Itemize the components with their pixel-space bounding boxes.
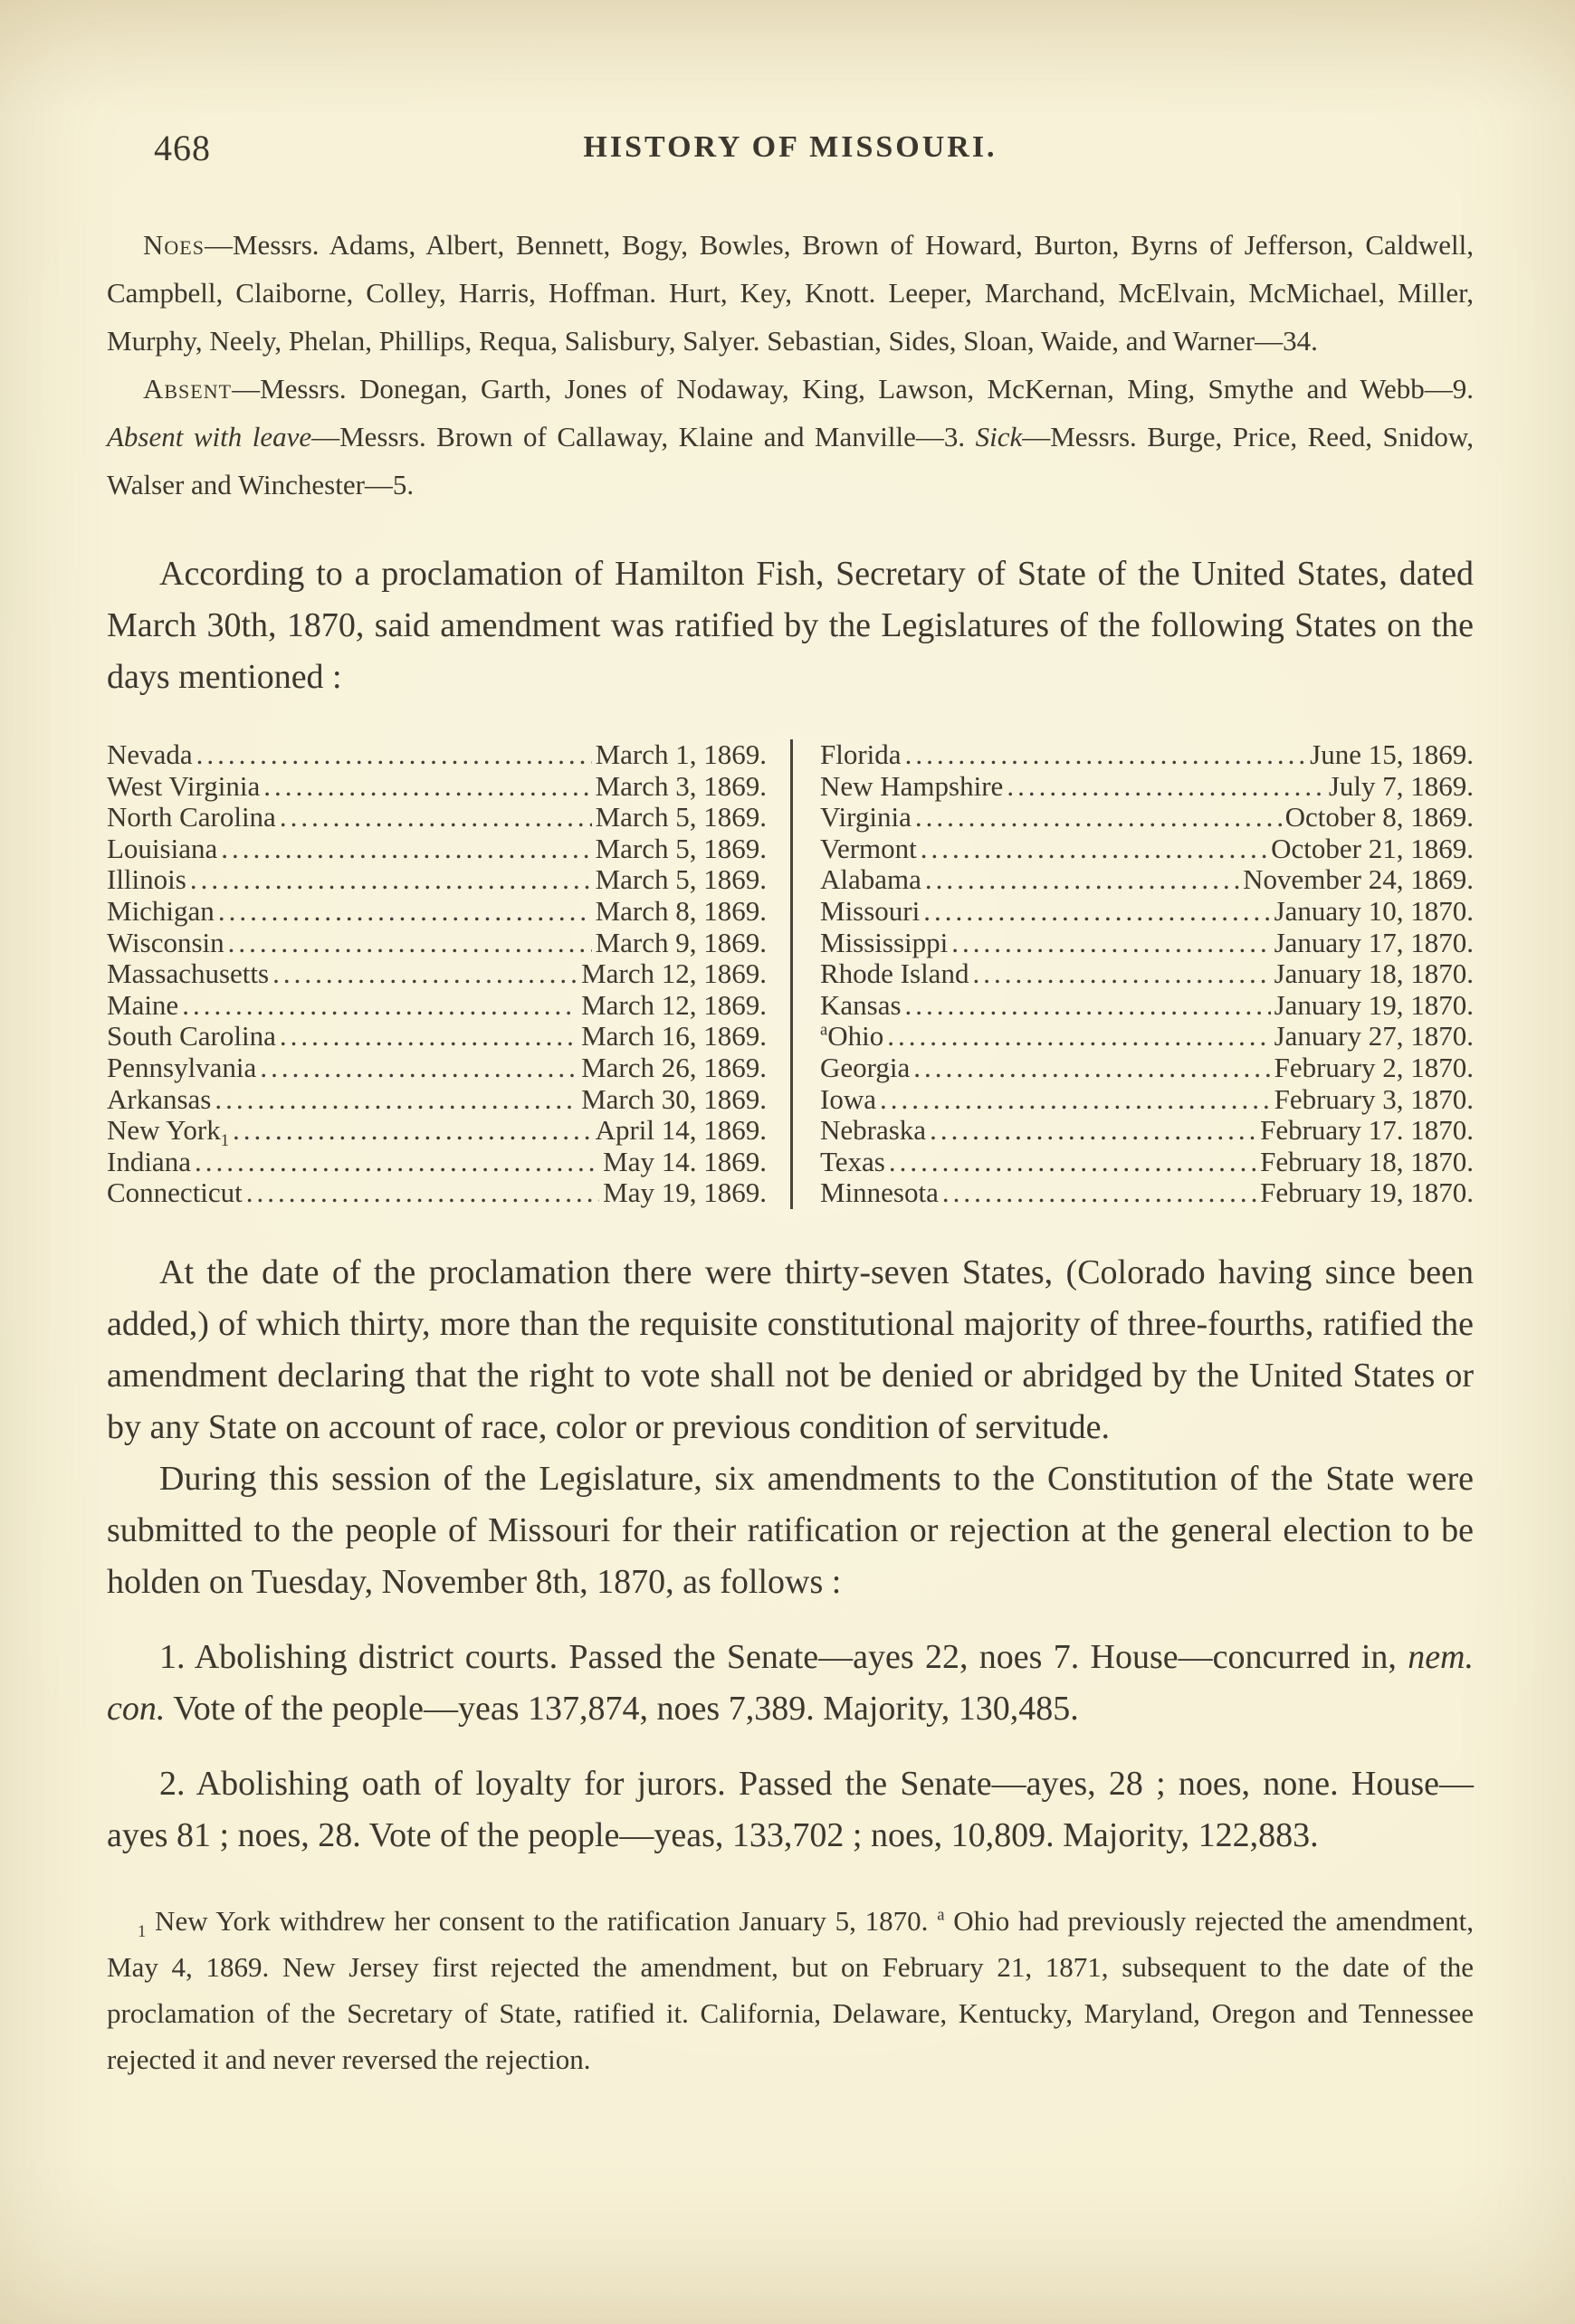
dot-leader xyxy=(195,1147,599,1178)
ratification-date: March 16, 1869. xyxy=(581,1020,767,1052)
table-row xyxy=(107,1021,767,1052)
dot-leader xyxy=(887,1021,1270,1052)
ratification-date: March 26, 1869. xyxy=(581,1051,767,1083)
table-column-left xyxy=(107,739,790,1209)
dot-leader xyxy=(942,1177,1256,1209)
dot-leader xyxy=(280,1021,578,1052)
table-row xyxy=(107,833,767,865)
table-row xyxy=(820,1052,1474,1084)
state-name: Indiana xyxy=(107,1145,191,1177)
ratification-date: March 5, 1869. xyxy=(595,832,767,864)
absent-leave-label: Absent with leave xyxy=(107,421,312,452)
ratification-date: January 19, 1870. xyxy=(1274,988,1474,1021)
state-name: Alabama xyxy=(820,863,921,896)
dot-leader xyxy=(905,739,1307,771)
latin-phrase: nem. con. xyxy=(107,1637,1474,1728)
ratification-date: March 5, 1869. xyxy=(595,801,767,833)
table-row xyxy=(820,802,1474,833)
amendment-item-2: 2. Abolishing oath of loyalty for jurors. Passed the Senate—ayes, 28 ; noes, none. House—ayes 81 ; noes, 28. Vote of the people—yeas, 133,702 ; noes, 10,809. Majority, 122,883. xyxy=(107,1764,1474,1854)
state-name: West Virginia xyxy=(107,769,261,802)
table-row xyxy=(820,1084,1474,1116)
sick-label: Sick xyxy=(975,421,1023,452)
state-name: Georgia xyxy=(820,1051,911,1083)
table-row xyxy=(107,990,767,1022)
state-name: Virginia xyxy=(820,801,912,833)
ratification-date: May 19, 1869. xyxy=(603,1176,767,1209)
noes-label: Noes xyxy=(143,229,205,261)
running-title: HISTORY OF MISSOURI. xyxy=(583,130,998,164)
table-row xyxy=(820,958,1474,990)
dot-leader xyxy=(190,864,592,896)
ratification-date: November 24, 1869. xyxy=(1243,863,1474,896)
table-row xyxy=(107,958,767,990)
dot-leader xyxy=(913,1052,1270,1084)
state-name: Louisiana xyxy=(107,832,218,864)
roll-call-section xyxy=(107,221,1474,509)
state-name: $^a$Ohio xyxy=(820,1020,884,1052)
table-row xyxy=(820,771,1474,803)
page-number: 468 xyxy=(154,128,211,168)
ratification-date: January 17, 1870. xyxy=(1274,926,1474,958)
table-row xyxy=(107,864,767,896)
table-column-right xyxy=(790,739,1474,1209)
ratification-date: March 5, 1869. xyxy=(595,863,767,896)
state-name: Nebraska xyxy=(820,1114,927,1147)
state-name: Pennsylvania xyxy=(107,1051,257,1083)
dot-leader xyxy=(182,990,578,1022)
dot-leader xyxy=(972,958,1270,990)
page-header xyxy=(107,125,1474,172)
dot-leader xyxy=(880,1084,1271,1116)
session-paragraph: During this session of the Legislature, six amendments to the Constitution of the State were submitted to the people of Missouri for their ratification or rejection at the general election to be holden on Tuesday, November 8th, 1870, as follows : xyxy=(107,1459,1474,1601)
dot-leader xyxy=(951,928,1270,959)
absent-leave-text: —Messrs. Brown of Callaway, Klaine and Manville—3. xyxy=(311,421,976,452)
dot-leader xyxy=(272,958,578,990)
ratification-date: January 27, 1870. xyxy=(1274,1020,1474,1052)
state-name: Arkansas xyxy=(107,1082,212,1115)
ratification-date: February 17. 1870. xyxy=(1260,1114,1474,1147)
state-name: Rhode Island xyxy=(820,957,969,990)
ratification-date: February 18, 1870. xyxy=(1260,1145,1474,1177)
dot-leader xyxy=(215,1084,578,1116)
absent-text: —Messrs. Donegan, Garth, Jones of Nodaway, King, Lawson, McKernan, Ming, Smythe and Webb—9. xyxy=(232,373,1474,405)
table-row xyxy=(107,802,767,833)
proclamation-paragraph: According to a proclamation of Hamilton Fish, Secretary of State of the United States, dated March 30th, 1870, said amendment was ratified by the Legislatures of the following States on the days mentioned : xyxy=(107,555,1474,696)
table-row xyxy=(107,1177,767,1209)
table-row xyxy=(820,928,1474,959)
ratification-date: February 3, 1870. xyxy=(1274,1082,1474,1115)
ratification-date: March 12, 1869. xyxy=(581,957,767,990)
state-name: Massachusetts xyxy=(107,957,270,990)
table-row xyxy=(107,1147,767,1178)
state-name: Wisconsin xyxy=(107,926,224,958)
ratification-date: April 14, 1869. xyxy=(595,1114,767,1147)
state-name: Mississippi xyxy=(820,926,949,958)
dot-leader xyxy=(915,802,1282,833)
state-name: Maine xyxy=(107,988,179,1021)
dot-leader xyxy=(905,990,1271,1022)
state-name: New York$_1$ xyxy=(107,1114,230,1151)
absent-label: Absent xyxy=(143,373,233,405)
footnote-mark-1: 1 xyxy=(138,1922,147,1942)
table-row xyxy=(820,1115,1474,1147)
dot-leader xyxy=(1007,771,1325,803)
dot-leader xyxy=(246,1177,599,1209)
table-row xyxy=(820,896,1474,928)
footnote-text: $_1$ New York withdrew her consent to the ratification January 5, 1870. $^a$ Ohio had previously rejected the amendment, May 4, 1869. New Jersey first rejected the amendment, but on February 21, 1871, subsequent to the date of the proclamation of the Secretary of State, ratified it. California, Delaware, Kentucky, Maryland, Oregon and Tennessee rejected it and never reversed the rejection. xyxy=(107,1904,1474,2075)
ratification-date: October 8, 1869. xyxy=(1284,801,1474,833)
ratification-date: October 21, 1869. xyxy=(1271,832,1474,864)
ratification-date: January 18, 1870. xyxy=(1274,957,1474,990)
sick-text: —Messrs. Burge, Price, Reed, Snidow, Walser and Winchester—5. xyxy=(107,421,1475,500)
table-row xyxy=(820,739,1474,771)
dot-leader xyxy=(280,802,592,833)
state-name: New Hampshire xyxy=(820,769,1004,802)
dot-leader xyxy=(923,896,1270,928)
state-name: Florida xyxy=(820,738,902,770)
ratification-date: March 12, 1869. xyxy=(581,988,767,1021)
table-row xyxy=(107,1084,767,1116)
dot-leader xyxy=(260,1052,578,1084)
table-row xyxy=(820,833,1474,865)
ratification-table xyxy=(107,739,1474,1209)
state-name: Connecticut xyxy=(107,1176,243,1209)
ratification-date: January 10, 1870. xyxy=(1274,894,1474,927)
ratification-date: July 7, 1869. xyxy=(1328,769,1474,802)
state-name: Iowa xyxy=(820,1082,876,1115)
ratification-date: March 8, 1869. xyxy=(595,894,767,927)
ratification-date: March 30, 1869. xyxy=(581,1082,767,1115)
ratification-date: June 15, 1869. xyxy=(1310,738,1474,770)
state-name: Nevada xyxy=(107,738,193,770)
ratification-date: February 2, 1870. xyxy=(1274,1051,1474,1083)
footnote-mark-a: a xyxy=(937,1905,945,1925)
amendment-item-1: 1. Abolishing district courts. Passed the Senate—ayes 22, noes 7. House—concurred in, nem. con. Vote of the people—yeas 137,874, noes 7,389. Majority, 130,485. xyxy=(107,1637,1474,1728)
state-name: South Carolina xyxy=(107,1020,276,1052)
ratification-date: March 9, 1869. xyxy=(595,926,767,958)
state-name: Missouri xyxy=(820,894,921,927)
dot-leader xyxy=(221,833,591,865)
dot-leader xyxy=(218,896,592,928)
ratification-date: March 3, 1869. xyxy=(595,769,767,802)
ratification-date: May 14. 1869. xyxy=(603,1145,767,1177)
state-name: Kansas xyxy=(820,988,902,1021)
noes-text: —Messrs. Adams, Albert, Bennett, Bogy, Bowles, Brown of Howard, Burton, Byrns of Jefferson, Caldwell, Campbell, Claiborne, Colley, Harris, Hoffman. Hurt, Key, Knott. Leeper, Marchand, McElvain, McMichael, Miller, Murphy, Neely, Phelan, Phillips, Requa, Salisbury, Salyer. Sebastian, Sides, Sloan, Waide, and Warner—34. xyxy=(107,229,1474,357)
state-name: Michigan xyxy=(107,894,215,927)
table-row xyxy=(107,896,767,928)
state-name: Vermont xyxy=(820,832,917,864)
ratification-date: February 19, 1870. xyxy=(1260,1176,1474,1209)
footnote-ref-mark: a xyxy=(820,1021,828,1041)
table-row xyxy=(820,1021,1474,1052)
table-row xyxy=(820,1177,1474,1209)
ratification-date: March 1, 1869. xyxy=(595,738,767,770)
state-name: Minnesota xyxy=(820,1176,939,1209)
table-row xyxy=(107,1114,767,1151)
absent-paragraph xyxy=(107,365,1474,509)
dot-leader xyxy=(263,771,591,803)
table-row xyxy=(107,1052,767,1084)
table-row xyxy=(107,928,767,959)
table-row xyxy=(820,990,1474,1022)
dot-leader xyxy=(921,833,1267,865)
table-row xyxy=(820,1147,1474,1178)
state-name: North Carolina xyxy=(107,801,276,833)
table-row xyxy=(820,864,1474,896)
table-row xyxy=(107,739,767,771)
dot-leader xyxy=(228,928,592,959)
proclamation-summary-paragraph: At the date of the proclamation there were thirty-seven States, (Colorado having since been added,) of which thirty, more than the requisite constitutional majority of three-fourths, ratified the amendment declaring that the right to vote shall not be denied or abridged by the United States or by any State on account of race, color or previous condition of servitude. xyxy=(107,1252,1474,1446)
dot-leader xyxy=(196,739,592,771)
state-name: Texas xyxy=(820,1145,885,1177)
footnote-ref-mark: 1 xyxy=(220,1131,230,1151)
table-row xyxy=(107,771,767,803)
dot-leader xyxy=(889,1147,1256,1178)
dot-leader xyxy=(233,1115,592,1147)
state-name: Illinois xyxy=(107,863,186,896)
dot-leader xyxy=(930,1115,1256,1147)
noes-paragraph xyxy=(107,221,1474,365)
dot-leader xyxy=(925,864,1239,896)
footnote-section xyxy=(107,1898,1474,2082)
